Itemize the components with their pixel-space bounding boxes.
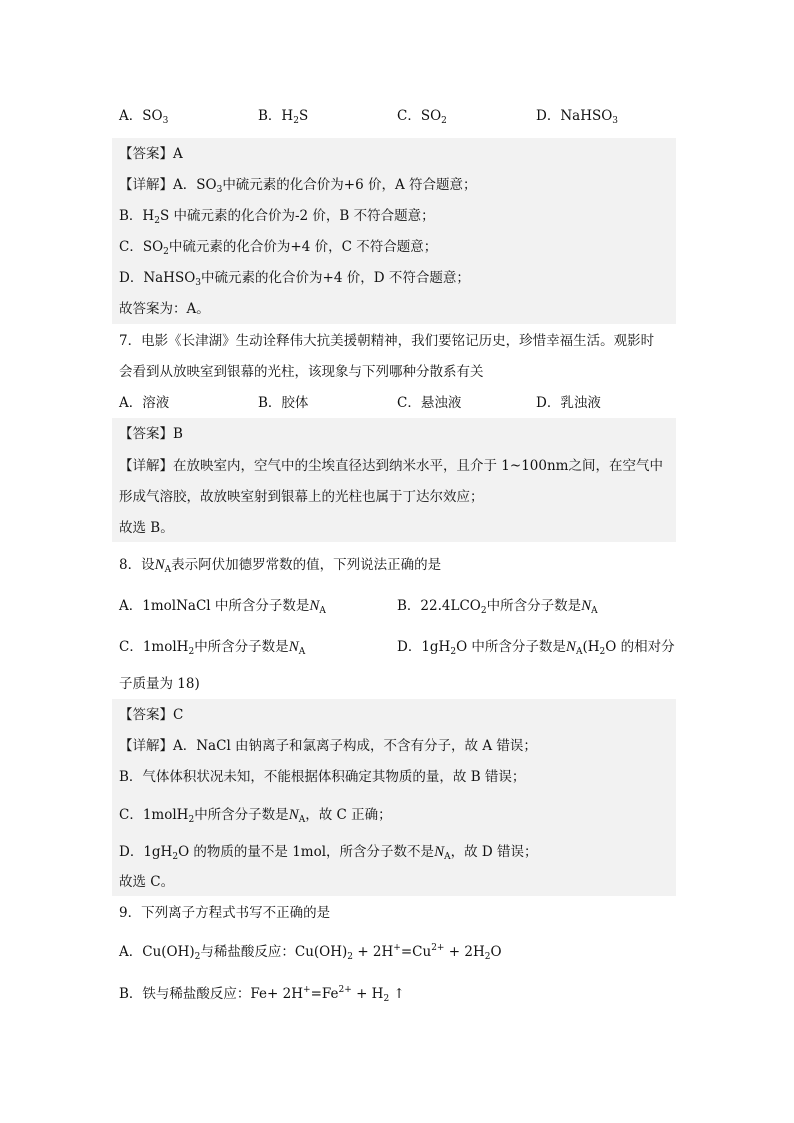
q8-detail-line-2: B．气体体积状况未知，不能根据体积确定其物质的量，故 B 错误；	[119, 769, 526, 785]
q6-option-a: A．$SO_3$	[119, 108, 169, 126]
q7-stem-line-2: 会看到从放映室到银幕的光柱，该现象与下列哪种分散系有关	[119, 364, 484, 380]
q8-answer: 【答案】C	[119, 707, 184, 723]
q6-option-d: D．NaHSO$_3$	[536, 108, 619, 126]
q6-detail-line-5: 故答案为：A。	[119, 301, 210, 317]
q6-detail-line-1: 【详解】A．$SO_3$中硫元素的化合价为+6 价，A 符合题意；	[119, 177, 477, 195]
q6-detail-line-3: C．$SO_2$中硫元素的化合价为+4 价，C 不符合题意；	[119, 239, 438, 257]
q7-option-d: D．乳浊液	[536, 395, 601, 411]
q8-option-a: A．1molNaCl 中所含分子数是$N_A$	[119, 598, 326, 616]
q6-answer-panel	[112, 138, 676, 324]
q8-stem: 8．设$N_A$表示阿伏加德罗常数的值，下列说法正确的是	[119, 557, 442, 575]
q7-detail-line-2: 形成气溶胶，故放映室射到银幕上的光柱也属于丁达尔效应；	[119, 489, 484, 505]
q8-detail-line-4: D．$1gH_2O$ 的物质的量不是 1mol，所含分子数不是$N_A$，故 D 错误；	[119, 844, 538, 862]
q7-stem-line-1: 7．电影《长津湖》生动诠释伟大抗美援朝精神，我们要铭记历史，珍惜幸福生活。观影时	[119, 333, 655, 349]
q7-option-b: B．胶体	[258, 395, 309, 411]
q7-answer-panel	[112, 418, 676, 542]
q6-detail-line-2: B．$H_2S$ 中硫元素的化合价为-2 价，B 不符合题意；	[119, 208, 435, 226]
q9-option-b: B．铁与稀盐酸反应：$Fe+ 2H^+=Fe^{2+} + H_2$ ↑	[119, 985, 405, 1004]
q7-detail-line-3: 故选 B。	[119, 520, 174, 536]
q7-detail-line-1: 【详解】在放映室内，空气中的尘埃直径达到纳米水平，且介于 1~100nm之间，在空气中	[119, 458, 663, 474]
q8-detail-line-3: C．1molH$_2$中所含分子数是$N_A$，故 C 正确；	[119, 807, 392, 825]
q8-detail-line-5: 故选 C。	[119, 874, 175, 890]
q8-option-b: B．$22.4LCO_2$中所含分子数是$N_A$	[397, 598, 598, 616]
q6-answer: 【答案】A	[119, 146, 183, 162]
q8-option-c: C．1molH$_2$中所含分子数是$N_A$	[119, 639, 306, 657]
q8-option-d-continued: 子质量为 18)	[119, 676, 200, 692]
q8-detail-line-1: 【详解】A．NaCl 由钠离子和氯离子构成，不含有分子，故 A 错误；	[119, 738, 537, 754]
q9-stem: 9．下列离子方程式书写不正确的是	[119, 905, 331, 921]
q7-answer: 【答案】B	[119, 426, 183, 442]
q9-option-a: A．$Cu(OH)_2$与稀盐酸反应：$Cu(OH)_2 + 2H^+=Cu^{2+} + 2H_2O$	[119, 943, 502, 962]
q6-detail-line-4: D．NaHSO$_3$中硫元素的化合价为+4 价，D 不符合题意；	[119, 270, 470, 288]
q7-option-a: A．溶液	[119, 395, 170, 411]
q6-option-b: B．$H_2S$	[258, 108, 309, 126]
q8-option-d: D．$1gH_2O$ 中所含分子数是$N_A(H_2O$ 的相对分	[397, 639, 675, 657]
q7-option-c: C．悬浊液	[397, 395, 462, 411]
q6-option-c: C．$SO_2$	[397, 108, 447, 126]
